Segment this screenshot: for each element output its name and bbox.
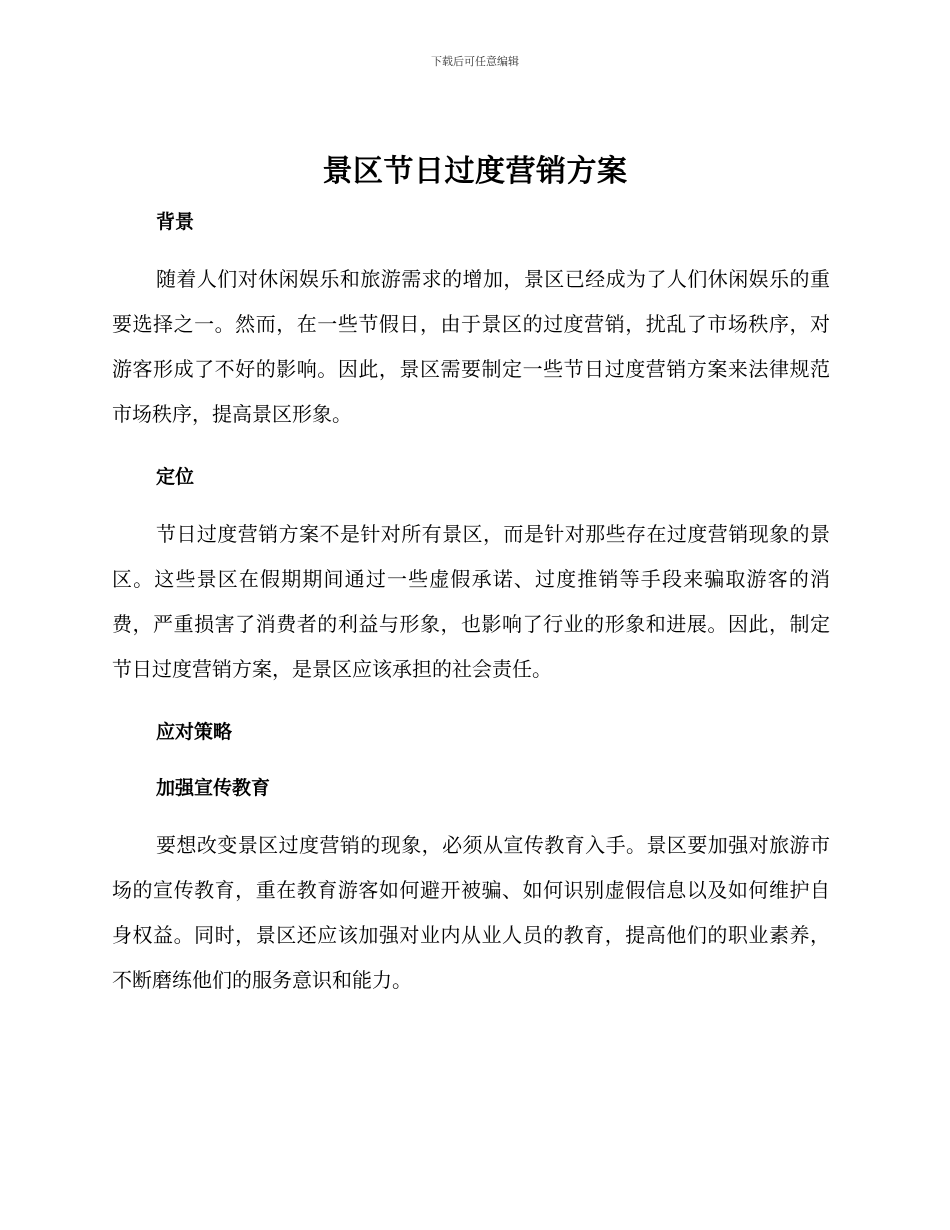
section-heading-positioning: 定位: [156, 466, 195, 488]
header-note: 下载后可任意编辑: [431, 55, 519, 68]
section-heading-education: 加强宣传教育: [156, 777, 271, 799]
document-title: 景区节日过度营销方案: [322, 154, 628, 189]
section-paragraph-positioning: 节日过度营销方案不是针对所有景区，而是针对那些存在过度营销现象的景区。这些景区在假期期间通过一些虚假承诺、过度推销等手段来骗取游客的消费，严重损害了消费者的利益与形象，也影响了行业的形象和进展。因此，制定节日过度营销方案，是景区应该承担的社会责任。: [112, 522, 830, 681]
section-heading-strategy: 应对策略: [156, 721, 233, 743]
document-body: [112, 205, 830, 1003]
section-paragraph-background: 随着人们对休闲娱乐和旅游需求的增加，景区已经成为了人们休闲娱乐的重要选择之一。然而，在一些节假日，由于景区的过度营销，扰乱了市场秩序，对游客形成了不好的影响。因此，景区需要制定一些节日过度营销方案来法律规范市场秩序，提高景区形象。: [112, 267, 830, 426]
section-paragraph-education: 要想改变景区过度营销的现象，必须从宣传教育入手。景区要加强对旅游市场的宣传教育，重在教育游客如何避开被骗、如何识别虚假信息以及如何维护自身权益。同时，景区还应该加强对业内从业人员的教育，提高他们的职业素养，不断磨练他们的服务意识和能力。: [112, 833, 830, 992]
section-heading-background: 背景: [156, 211, 195, 233]
